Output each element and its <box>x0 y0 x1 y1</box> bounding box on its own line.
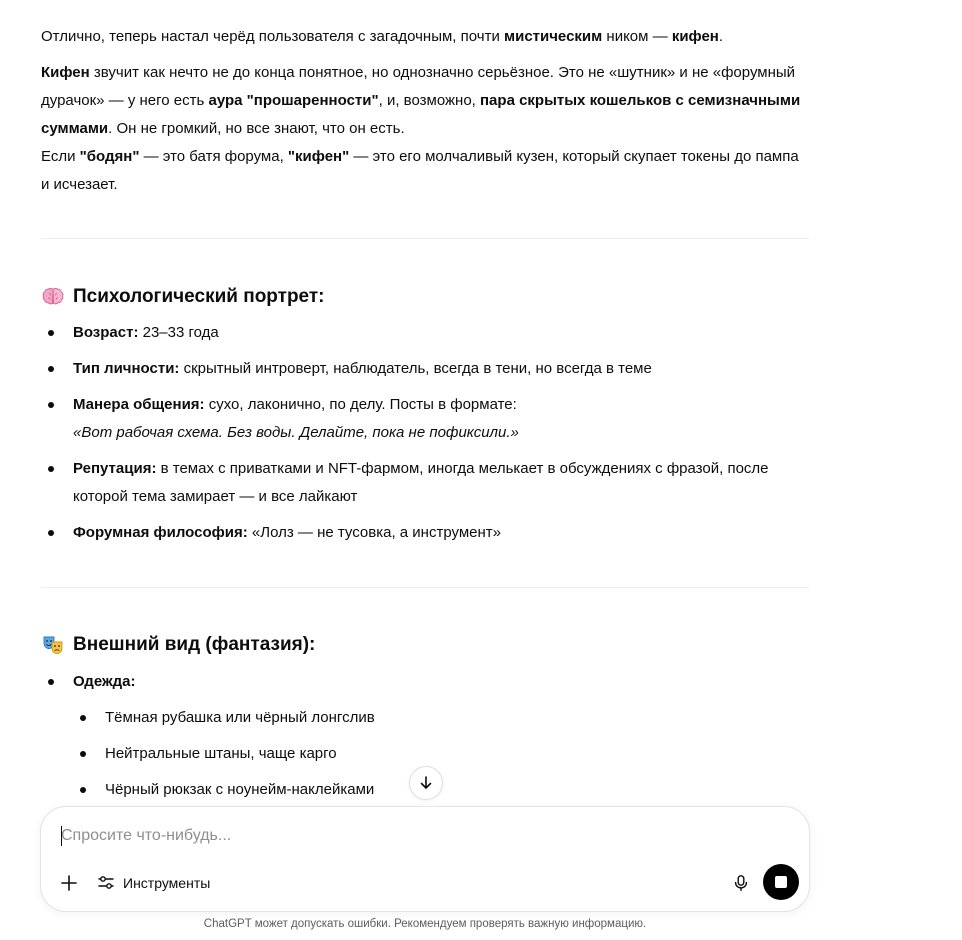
microphone-icon <box>732 874 750 892</box>
text: . Он не громкий, но все знают, что он есть. <box>108 120 405 137</box>
paragraph-description <box>41 59 809 199</box>
stop-generating-button[interactable] <box>763 864 799 900</box>
item-label: Манера общения: <box>73 396 205 413</box>
text: — это его молчаливый кузен, который скупает токены до пампа и исчезает. <box>41 148 799 193</box>
sliders-icon <box>97 874 115 892</box>
text-caret <box>61 826 62 846</box>
item-text: «Лолз — не тусовка, а инструмент» <box>247 524 501 541</box>
item-label: Форумная философия: <box>73 524 248 541</box>
theater-masks-icon <box>41 633 65 657</box>
bold-text: "бодян" <box>79 148 140 165</box>
item-text: 23–33 года <box>138 324 219 341</box>
scroll-to-bottom-button[interactable] <box>409 766 443 800</box>
text: ником — <box>602 28 672 45</box>
item-label: Одежда: <box>73 673 136 690</box>
bold-text: аура "прошаренности" <box>208 92 379 109</box>
list-item <box>41 355 809 383</box>
sub-list-item: Тёмная рубашка или чёрный лонгслив <box>73 704 809 732</box>
bold-text: Кифен <box>41 64 90 81</box>
tools-label: Инструменты <box>123 875 211 891</box>
text: Отлично, теперь настал черёд пользователя с загадочным, почти <box>41 28 504 45</box>
dictate-button[interactable] <box>729 871 753 895</box>
item-text: скрытный интроверт, наблюдатель, всегда в тени, но всегда в теме <box>179 360 652 377</box>
text: звучит как нечто не до конца понятное, но однозначно серьёзное. Это не «шутник» и не «форумный дурачок» — у него есть <box>41 64 796 109</box>
bold-text: мистическим <box>504 28 603 45</box>
divider <box>41 587 809 588</box>
section-title: Психологический портрет: <box>73 286 325 307</box>
item-quote: «Вот рабочая схема. Без воды. Делайте, пока не пофиксили.» <box>73 424 519 441</box>
text: . <box>718 28 724 45</box>
text: — это батя форума, <box>139 148 288 165</box>
sub-list-item: Нейтральные штаны, чаще карго <box>73 740 809 768</box>
list-item <box>41 391 809 447</box>
tools-button[interactable] <box>97 869 210 897</box>
arrow-down-icon <box>418 775 434 791</box>
text: , и, возможно, <box>378 92 480 109</box>
brain-icon <box>41 285 65 309</box>
disclaimer: ChatGPT может допускать ошибки. Рекомендуем проверять важную информацию. <box>203 918 647 930</box>
prompt-input[interactable] <box>61 823 761 849</box>
section-title: Внешний вид (фантазия): <box>73 634 316 655</box>
sub-list-item: Чёрный рюкзак с ноунейм-наклейками <box>73 776 809 804</box>
list-item <box>41 519 809 547</box>
stop-icon <box>775 876 787 888</box>
bold-text: пара скрытых кошельков с семизначными суммами <box>41 92 801 137</box>
bold-text: "кифен" <box>287 148 350 165</box>
paragraph-intro <box>41 23 809 51</box>
item-label: Возраст: <box>73 324 139 341</box>
bold-text: кифен <box>671 28 719 45</box>
portrait-list <box>41 319 809 555</box>
section-heading-portrait <box>41 284 325 310</box>
item-text: сухо, лаконично, по делу. Посты в формате: <box>204 396 517 413</box>
list-item <box>41 319 809 347</box>
item-label: Тип личности: <box>73 360 180 377</box>
item-text: в темах с приватками и NFT-фармом, иногда мелькает в обсуждениях с фразой, после которой тема замирает — и все лайкают <box>73 460 769 505</box>
divider <box>41 238 809 239</box>
section-heading-appearance <box>41 632 315 658</box>
add-attachment-button[interactable] <box>57 871 81 895</box>
text: Если <box>41 148 80 165</box>
plus-icon <box>60 874 78 892</box>
composer <box>40 806 810 912</box>
list-item <box>41 455 809 511</box>
item-label: Репутация: <box>73 460 157 477</box>
